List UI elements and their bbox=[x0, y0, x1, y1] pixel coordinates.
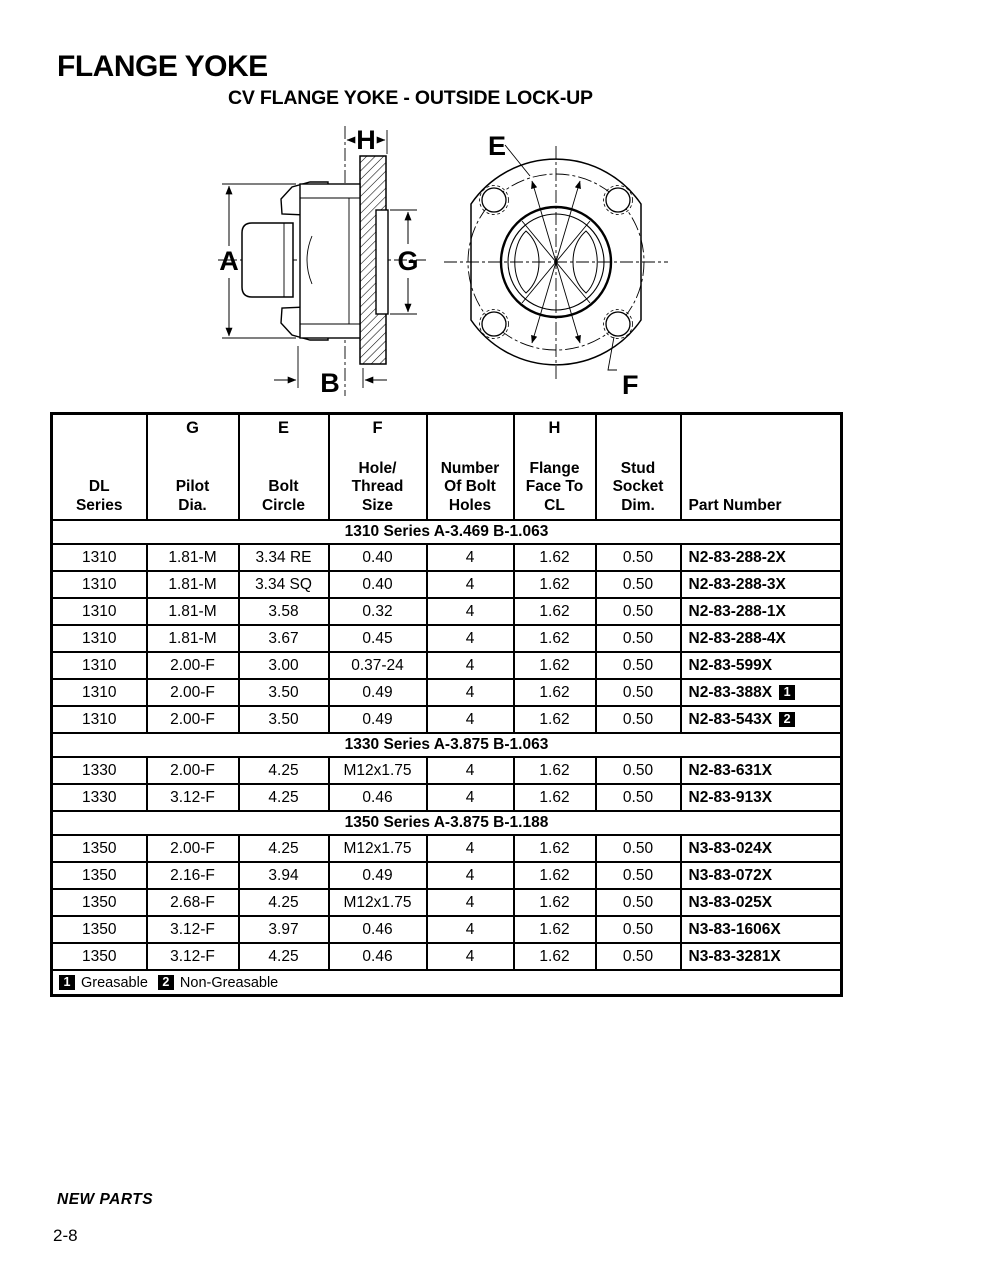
series-section-title: 1330 Series A-3.875 B-1.063 bbox=[52, 733, 842, 757]
table-cell: 0.50 bbox=[596, 625, 681, 652]
table-cell: 4.25 bbox=[239, 835, 329, 862]
table-cell: 4 bbox=[427, 916, 514, 943]
series-section-title: 1350 Series A-3.875 B-1.188 bbox=[52, 811, 842, 835]
part-number-cell bbox=[681, 625, 842, 652]
table-cell: 3.12-F bbox=[147, 784, 239, 811]
page-subtitle: CV FLANGE YOKE - OUTSIDE LOCK-UP bbox=[228, 87, 593, 109]
footnote-ref-badge: 2 bbox=[779, 712, 795, 727]
part-number-cell bbox=[681, 943, 842, 970]
table-cell: 1350 bbox=[52, 862, 147, 889]
dim-label-b: B bbox=[320, 368, 340, 398]
table-cell: 1310 bbox=[52, 544, 147, 571]
table-cell: 0.49 bbox=[329, 679, 427, 706]
footnote-badge: 1 bbox=[59, 975, 75, 990]
table-cell: 4.25 bbox=[239, 889, 329, 916]
column-title: Part Number bbox=[688, 496, 782, 514]
part-number-cell bbox=[681, 835, 842, 862]
column-letter bbox=[430, 418, 511, 438]
column-title: Pilot Dia. bbox=[175, 478, 210, 514]
flange-yoke-diagram bbox=[150, 118, 710, 408]
part-number-cell bbox=[681, 652, 842, 679]
table-row bbox=[52, 706, 842, 733]
table-row bbox=[52, 943, 842, 970]
column-title: Flange Face To CL bbox=[525, 459, 584, 514]
table-cell: 2.00-F bbox=[147, 757, 239, 784]
series-section-row bbox=[52, 733, 842, 757]
footnote-row bbox=[52, 970, 842, 996]
table-cell: 1310 bbox=[52, 598, 147, 625]
table-cell: 0.46 bbox=[329, 916, 427, 943]
table-cell: 1.62 bbox=[514, 706, 596, 733]
column-letter: H bbox=[548, 419, 561, 437]
table-cell: 3.50 bbox=[239, 679, 329, 706]
table-row bbox=[52, 652, 842, 679]
table-cell: 1.62 bbox=[514, 943, 596, 970]
part-number: N2-83-388X bbox=[688, 683, 773, 701]
part-number: N3-83-3281X bbox=[688, 947, 781, 965]
table-cell: 1350 bbox=[52, 916, 147, 943]
column-header bbox=[514, 414, 596, 521]
table-cell: 1350 bbox=[52, 943, 147, 970]
column-header bbox=[239, 414, 329, 521]
table-cell: 2.00-F bbox=[147, 652, 239, 679]
table-cell: 1310 bbox=[52, 706, 147, 733]
table-cell: 3.34 SQ bbox=[239, 571, 329, 598]
series-section-row bbox=[52, 811, 842, 835]
table-cell: 0.50 bbox=[596, 706, 681, 733]
table-cell: 3.97 bbox=[239, 916, 329, 943]
table-cell: 4 bbox=[427, 835, 514, 862]
column-title: Stud Socket Dim. bbox=[612, 459, 664, 514]
part-number-cell bbox=[681, 544, 842, 571]
table-cell: 1350 bbox=[52, 835, 147, 862]
column-header bbox=[329, 414, 427, 521]
footnote-label: Greasable bbox=[81, 974, 148, 991]
dim-label-g: G bbox=[397, 246, 419, 276]
table-cell: 1350 bbox=[52, 889, 147, 916]
table-cell: 0.50 bbox=[596, 679, 681, 706]
table-cell: 0.50 bbox=[596, 835, 681, 862]
table-row bbox=[52, 916, 842, 943]
table-cell: 0.32 bbox=[329, 598, 427, 625]
table-cell: 0.50 bbox=[596, 598, 681, 625]
new-parts-label: NEW PARTS bbox=[57, 1191, 154, 1208]
table-cell: 1.62 bbox=[514, 916, 596, 943]
table-row bbox=[52, 679, 842, 706]
footnote-label: Non-Greasable bbox=[179, 974, 279, 991]
table-cell: 1310 bbox=[52, 571, 147, 598]
table-cell: 4 bbox=[427, 571, 514, 598]
part-number: N2-83-288-1X bbox=[688, 602, 786, 620]
table-cell: 4 bbox=[427, 706, 514, 733]
column-header bbox=[596, 414, 681, 521]
table-cell: 2.16-F bbox=[147, 862, 239, 889]
part-number-cell bbox=[681, 757, 842, 784]
dim-label-e: E bbox=[487, 131, 507, 161]
table-cell: 3.50 bbox=[239, 706, 329, 733]
column-header bbox=[427, 414, 514, 521]
table-cell: 4 bbox=[427, 679, 514, 706]
table-row bbox=[52, 571, 842, 598]
series-section-title: 1310 Series A-3.469 B-1.063 bbox=[52, 520, 842, 544]
table-cell: 1310 bbox=[52, 625, 147, 652]
table-cell: 1.62 bbox=[514, 835, 596, 862]
table-cell: 3.58 bbox=[239, 598, 329, 625]
table-cell: 3.12-F bbox=[147, 916, 239, 943]
table-cell: 0.50 bbox=[596, 784, 681, 811]
table-cell: 4.25 bbox=[239, 943, 329, 970]
column-header bbox=[52, 414, 147, 521]
table-cell: 3.67 bbox=[239, 625, 329, 652]
dim-label-a: A bbox=[219, 246, 239, 276]
part-number: N3-83-025X bbox=[688, 893, 773, 911]
table-body bbox=[52, 520, 842, 970]
table-cell: 4 bbox=[427, 652, 514, 679]
part-number: N2-83-543X bbox=[688, 710, 773, 728]
table-cell: 3.34 RE bbox=[239, 544, 329, 571]
column-letter: F bbox=[372, 419, 383, 437]
table-cell: 1.81-M bbox=[147, 598, 239, 625]
table-row bbox=[52, 598, 842, 625]
table-cell: 0.46 bbox=[329, 784, 427, 811]
dim-label-f: F bbox=[622, 370, 639, 400]
part-number: N2-83-288-2X bbox=[688, 548, 786, 566]
table-row bbox=[52, 784, 842, 811]
table-row bbox=[52, 625, 842, 652]
table-cell: 1.62 bbox=[514, 679, 596, 706]
table-cell: 4.25 bbox=[239, 757, 329, 784]
table-cell: 4 bbox=[427, 889, 514, 916]
footnote-cell bbox=[52, 970, 842, 996]
table-cell: 4 bbox=[427, 757, 514, 784]
table-cell: 0.50 bbox=[596, 544, 681, 571]
part-number-cell bbox=[681, 862, 842, 889]
table-cell: 1.62 bbox=[514, 571, 596, 598]
table-cell: 4 bbox=[427, 598, 514, 625]
part-number: N2-83-288-4X bbox=[688, 629, 786, 647]
part-number: N3-83-072X bbox=[688, 866, 773, 884]
part-number-cell bbox=[681, 571, 842, 598]
table-cell: 0.50 bbox=[596, 757, 681, 784]
table-row bbox=[52, 835, 842, 862]
table-cell: 0.50 bbox=[596, 943, 681, 970]
table-cell: 4.25 bbox=[239, 784, 329, 811]
table-cell: 0.50 bbox=[596, 916, 681, 943]
table-cell: 1330 bbox=[52, 784, 147, 811]
column-title: Hole/ Thread Size bbox=[351, 459, 404, 514]
table-cell: 1310 bbox=[52, 679, 147, 706]
table-cell: 3.00 bbox=[239, 652, 329, 679]
footnote-badge: 2 bbox=[158, 975, 174, 990]
part-number: N3-83-1606X bbox=[688, 920, 781, 938]
table-cell: 1.81-M bbox=[147, 544, 239, 571]
table-cell: M12x1.75 bbox=[329, 757, 427, 784]
footnote-ref-badge: 1 bbox=[779, 685, 795, 700]
part-number: N2-83-599X bbox=[688, 656, 773, 674]
table-row bbox=[52, 757, 842, 784]
table-cell: 2.00-F bbox=[147, 679, 239, 706]
column-title: Bolt Circle bbox=[261, 478, 306, 514]
table-header-row bbox=[52, 414, 842, 521]
table-cell: 1.62 bbox=[514, 544, 596, 571]
column-header bbox=[681, 414, 842, 521]
column-title: DL Series bbox=[75, 478, 123, 514]
table-row bbox=[52, 862, 842, 889]
table-cell: 4 bbox=[427, 784, 514, 811]
part-number-cell bbox=[681, 598, 842, 625]
column-letter bbox=[55, 418, 144, 438]
table-cell: 4 bbox=[427, 862, 514, 889]
column-letter: E bbox=[277, 419, 289, 437]
table-cell: M12x1.75 bbox=[329, 835, 427, 862]
table-cell: 3.94 bbox=[239, 862, 329, 889]
technical-drawing bbox=[150, 118, 710, 413]
spec-table bbox=[50, 412, 843, 997]
dim-label-h: H bbox=[356, 125, 376, 155]
table-cell: 0.50 bbox=[596, 889, 681, 916]
table-cell: 0.40 bbox=[329, 544, 427, 571]
table-cell: 1.62 bbox=[514, 652, 596, 679]
part-number: N3-83-024X bbox=[688, 839, 773, 857]
table-cell: 0.50 bbox=[596, 652, 681, 679]
table-row bbox=[52, 544, 842, 571]
series-section-row bbox=[52, 520, 842, 544]
table-cell: 1.62 bbox=[514, 889, 596, 916]
table-cell: M12x1.75 bbox=[329, 889, 427, 916]
column-letter bbox=[599, 418, 678, 438]
table-cell: 0.40 bbox=[329, 571, 427, 598]
table-cell: 2.00-F bbox=[147, 835, 239, 862]
column-title: Number Of Bolt Holes bbox=[440, 459, 500, 514]
table-cell: 0.49 bbox=[329, 706, 427, 733]
table-cell: 1.62 bbox=[514, 757, 596, 784]
part-number-cell bbox=[681, 889, 842, 916]
part-number: N2-83-913X bbox=[688, 788, 773, 806]
table-cell: 1.62 bbox=[514, 625, 596, 652]
part-number-cell bbox=[681, 679, 842, 706]
table-cell: 1.62 bbox=[514, 862, 596, 889]
table-cell: 0.46 bbox=[329, 943, 427, 970]
part-number: N2-83-631X bbox=[688, 761, 773, 779]
table-cell: 0.37-24 bbox=[329, 652, 427, 679]
table-cell: 2.68-F bbox=[147, 889, 239, 916]
part-number-cell bbox=[681, 706, 842, 733]
table-cell: 2.00-F bbox=[147, 706, 239, 733]
page-number: 2-8 bbox=[53, 1226, 78, 1245]
table-cell: 1.81-M bbox=[147, 571, 239, 598]
table-cell: 1310 bbox=[52, 652, 147, 679]
table-cell: 0.50 bbox=[596, 862, 681, 889]
column-header bbox=[147, 414, 239, 521]
table-cell: 0.45 bbox=[329, 625, 427, 652]
table-cell: 1.62 bbox=[514, 598, 596, 625]
table-cell: 1330 bbox=[52, 757, 147, 784]
table-cell: 1.81-M bbox=[147, 625, 239, 652]
page-title: FLANGE YOKE bbox=[57, 50, 268, 83]
table-row bbox=[52, 889, 842, 916]
table-cell: 1.62 bbox=[514, 784, 596, 811]
table-cell: 0.50 bbox=[596, 571, 681, 598]
table-cell: 4 bbox=[427, 625, 514, 652]
table-cell: 4 bbox=[427, 943, 514, 970]
table-cell: 4 bbox=[427, 544, 514, 571]
part-number-cell bbox=[681, 916, 842, 943]
part-number-cell bbox=[681, 784, 842, 811]
table-cell: 3.12-F bbox=[147, 943, 239, 970]
part-number: N2-83-288-3X bbox=[688, 575, 786, 593]
column-letter: G bbox=[186, 419, 199, 437]
table-cell: 0.49 bbox=[329, 862, 427, 889]
